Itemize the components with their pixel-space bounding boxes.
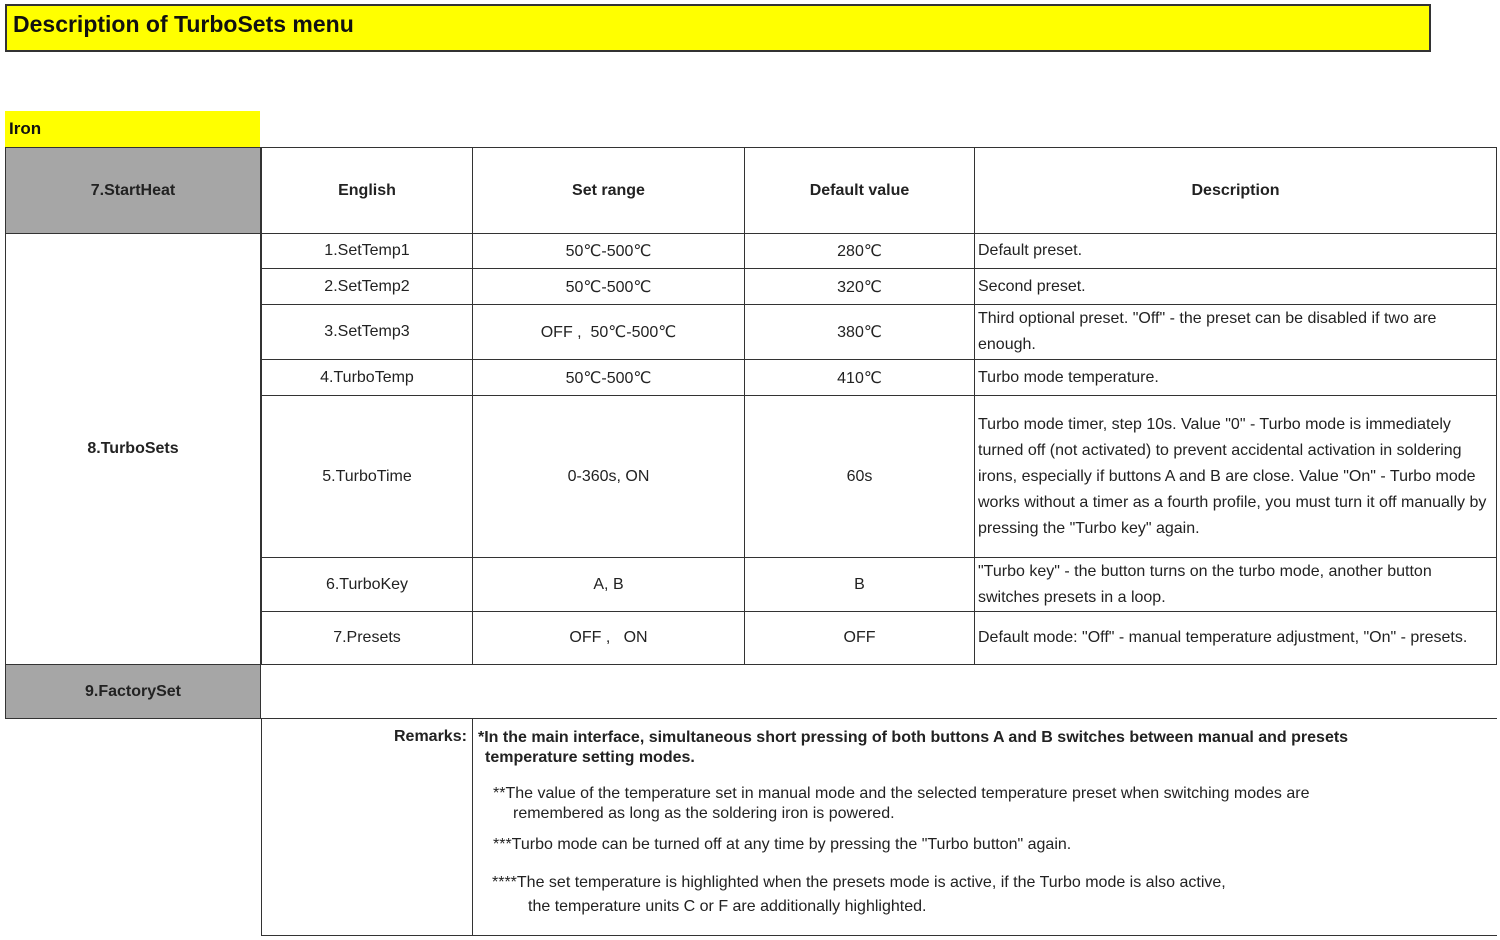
table-row-english <box>261 611 473 665</box>
remarks-divider <box>472 718 473 936</box>
cell-default: 320℃ <box>837 278 882 296</box>
cell-description: Turbo mode temperature. <box>978 368 1159 386</box>
table-row-description <box>974 557 1497 612</box>
remark-1-line-2: temperature setting modes. <box>485 749 695 766</box>
cell-range: 50℃-500℃ <box>565 369 652 387</box>
table-row-english <box>261 359 473 396</box>
cell-english: 5.TurboTime <box>322 467 412 485</box>
table-row-english <box>261 233 473 269</box>
menu-item-startheat-label: 7.StartHeat <box>90 181 176 199</box>
section-label-text: Iron <box>9 119 42 138</box>
cell-default: 410℃ <box>837 369 882 387</box>
remark-2 <box>493 784 1483 824</box>
table-row-range <box>472 268 745 305</box>
table-row-description <box>974 233 1497 269</box>
menu-item-factoryset <box>5 664 261 719</box>
table-row-range <box>472 611 745 665</box>
header-english-label: English <box>338 181 396 199</box>
table-row-default <box>744 304 975 360</box>
cell-description: Default preset. <box>978 242 1083 259</box>
cell-default: 380℃ <box>837 324 882 341</box>
cell-default: B <box>854 575 865 593</box>
cell-range: OFF , 50℃-500℃ <box>540 324 677 341</box>
group-turbosets-label: 8.TurboSets <box>87 440 179 457</box>
cell-description: "Turbo key" - the button turns on the turbo mode, another button switches presets in a loop. <box>978 562 1432 606</box>
table-row-english <box>261 557 473 612</box>
table-row-description <box>974 304 1497 360</box>
cell-english: 6.TurboKey <box>325 575 409 593</box>
table-row-description <box>974 268 1497 305</box>
header-set-range-label: Set range <box>572 181 645 199</box>
cell-english: 4.TurboTemp <box>320 368 414 386</box>
header-set-range <box>472 147 745 234</box>
table-row-default <box>744 611 975 665</box>
table-row-description <box>974 395 1497 558</box>
table-row-range <box>472 233 745 269</box>
remarks-bottom-border <box>261 935 1497 936</box>
cell-description: Default mode: "Off" - manual temperature adjustment, "On" - presets. <box>978 629 1468 646</box>
table-row-range <box>472 359 745 396</box>
table-row-range <box>472 395 745 558</box>
table-row-default <box>744 233 975 269</box>
table-row-default <box>744 557 975 612</box>
remark-4-line-1: ****The set temperature is highlighted when the presets mode is active, if the Turbo mode is also active, <box>492 874 1226 891</box>
header-description <box>974 147 1497 234</box>
cell-range: 50℃-500℃ <box>565 243 652 260</box>
header-english <box>261 147 473 234</box>
cell-english: 7.Presets <box>333 629 401 646</box>
header-default-value-label: Default value <box>809 181 910 199</box>
cell-description: Turbo mode timer, step 10s. Value "0" - Turbo mode is immediately turned off (not activated) to prevent accidental activation in soldering irons, especially if buttons A and B are close. Value "On" - Turbo mode works without a timer as a fourth profile, you must turn it off manually by pressing the "Turbo key" again. <box>978 415 1487 537</box>
header-default-value <box>744 147 975 234</box>
remark-2-line-2: remembered as long as the soldering iron is powered. <box>513 805 895 822</box>
page-title: Description of TurboSets menu <box>13 11 354 37</box>
table-row-english <box>261 304 473 360</box>
cell-range: OFF , ON <box>569 629 648 646</box>
remark-1 <box>478 728 1478 768</box>
table-row-english <box>261 395 473 558</box>
cell-description: Third optional preset. "Off" - the preset can be disabled if two are enough. <box>978 310 1437 353</box>
table-row-default <box>744 359 975 396</box>
menu-item-factoryset-label: 9.FactorySet <box>84 682 182 700</box>
cell-range: A, B <box>593 575 624 593</box>
table-row-range <box>472 304 745 360</box>
group-turbosets <box>5 233 261 665</box>
table-row-english <box>261 268 473 305</box>
cell-english: 1.SetTemp1 <box>324 242 410 259</box>
page-title-bar <box>5 4 1431 52</box>
cell-english: 3.SetTemp3 <box>324 323 410 340</box>
section-label <box>5 111 260 147</box>
remarks-left-border <box>261 718 262 936</box>
table-row-description <box>974 359 1497 396</box>
header-description-label: Description <box>1191 181 1280 199</box>
remark-1-line-1: *In the main interface, simultaneous short pressing of both buttons A and B switches between manual and presets <box>478 729 1349 746</box>
table-row-description <box>974 611 1497 665</box>
table-row-range <box>472 557 745 612</box>
cell-english: 2.SetTemp2 <box>324 277 410 295</box>
cell-range: 50℃-500℃ <box>565 278 652 296</box>
menu-item-startheat <box>5 147 261 234</box>
table-row-default <box>744 268 975 305</box>
cell-default: 280℃ <box>837 243 882 260</box>
cell-range: 0-360s, ON <box>567 467 650 485</box>
cell-default: OFF <box>843 629 876 646</box>
remark-4-line-2: the temperature units C or F are additionally highlighted. <box>528 898 927 915</box>
remark-3-line: ***Turbo mode can be turned off at any time by pressing the "Turbo button" again. <box>493 836 1072 853</box>
remark-4 <box>492 871 1482 919</box>
remarks-label: Remarks: <box>394 728 467 745</box>
remark-2-line-1: **The value of the temperature set in manual mode and the selected temperature preset when switching modes are <box>493 785 1310 802</box>
remark-3 <box>493 835 1483 855</box>
remarks-top-border <box>261 718 1497 719</box>
table-row-default <box>744 395 975 558</box>
cell-default: 60s <box>846 467 873 485</box>
cell-description: Second preset. <box>978 277 1086 295</box>
